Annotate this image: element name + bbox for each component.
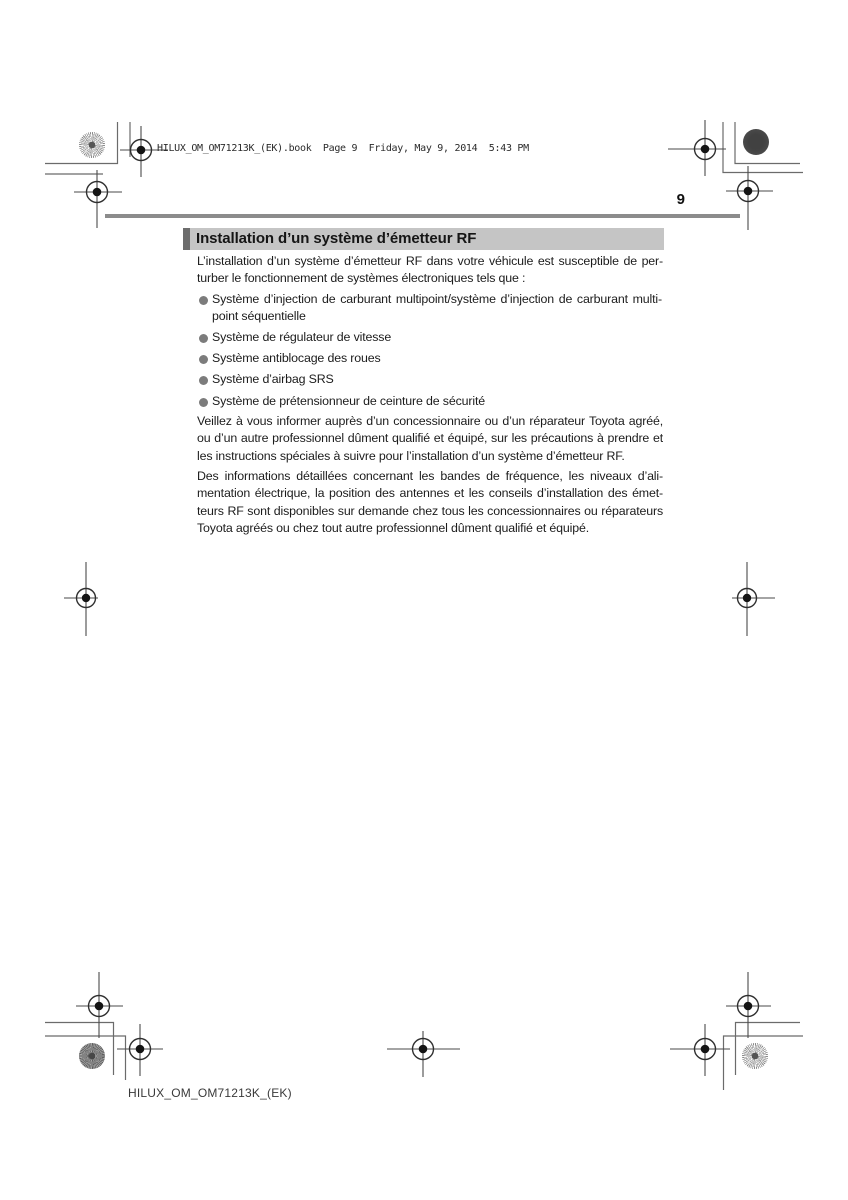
pinwheel-circle-icon <box>79 132 105 158</box>
bullet-icon <box>199 398 208 407</box>
text-line: mentation électrique, la position des antennes et les conseils d’installation des émet- <box>197 486 663 501</box>
section-heading-bar <box>183 228 664 250</box>
text-line: L’installation d’un système d’émetteur RF dans votre véhicule est susceptible de per- <box>197 254 663 268</box>
bullet-icon <box>199 376 208 385</box>
intro-paragraph <box>197 253 663 288</box>
registration-mark-icon <box>387 1031 460 1077</box>
list-item <box>199 329 662 346</box>
text-line: Des informations détaillées concernant les bandes de fréquence, les niveaux d’ali- <box>197 469 663 483</box>
text-line: Système de régulateur de vitesse <box>212 330 392 344</box>
text-line: teurs RF sont disponibles sur demande chez tous les concessionnaires ou réparateurs <box>197 503 663 518</box>
document-footer-text: HILUX_OM_OM71213K_(EK) <box>128 1086 292 1100</box>
list-item <box>199 371 662 388</box>
bullet-icon <box>199 296 208 305</box>
document-header-text: HILUX_OM_OM71213K_(EK).book Page 9 Friday, May 9, 2014 5:43 PM <box>157 143 529 154</box>
pinwheel-circle-icon <box>79 1043 105 1069</box>
registration-mark-icon <box>670 1024 730 1076</box>
bullet-icon <box>199 355 208 364</box>
advice-paragraph <box>197 413 663 465</box>
registration-mark-icon <box>726 972 771 1038</box>
text-line: turber le fonctionnement de systèmes électroniques tels que : <box>197 271 526 286</box>
registration-mark-icon <box>64 562 98 636</box>
header-rule <box>105 214 740 218</box>
details-paragraph <box>197 468 663 538</box>
registration-mark-icon <box>668 120 726 176</box>
text-line: Toyota agréés ou chez tout autre professionnel dûment qualifié et équipé. <box>197 521 590 536</box>
pinwheel-circle-icon <box>742 1043 768 1069</box>
registration-mark-icon <box>76 972 123 1038</box>
heading-accent-tab <box>183 228 190 250</box>
registration-mark-icon <box>74 170 122 228</box>
text-line: les instructions spéciales à suivre pour l’installation d’un système d’émetteur RF. <box>197 448 625 463</box>
registration-mark-icon <box>117 1024 163 1076</box>
text-line: Système de prétensionneur de ceinture de sécurité <box>212 394 485 408</box>
text-line: ou d’un autre professionnel dûment qualifié et équipé, sur les précautions à prendre et <box>197 431 663 446</box>
registration-mark-icon <box>726 166 773 230</box>
bullet-icon <box>199 334 208 343</box>
text-line: Système d’airbag SRS <box>212 372 334 386</box>
text-line: Veillez à vous informer auprès d’un concessionnaire ou d’un réparateur Toyota agréé, <box>197 414 663 428</box>
section-title: Installation d’un système d’émetteur RF <box>196 230 477 247</box>
text-line: Système d’injection de carburant multipoint/système d’injection de carburant multi- <box>212 292 662 306</box>
list-item <box>199 393 662 410</box>
list-item <box>199 350 662 367</box>
solid-circle-icon <box>743 129 769 155</box>
text-line: Système antiblocage des roues <box>212 351 381 365</box>
text-line: point séquentielle <box>212 309 306 324</box>
list-item <box>199 291 662 326</box>
registration-mark-icon <box>732 562 775 636</box>
page-number: 9 <box>676 191 685 208</box>
